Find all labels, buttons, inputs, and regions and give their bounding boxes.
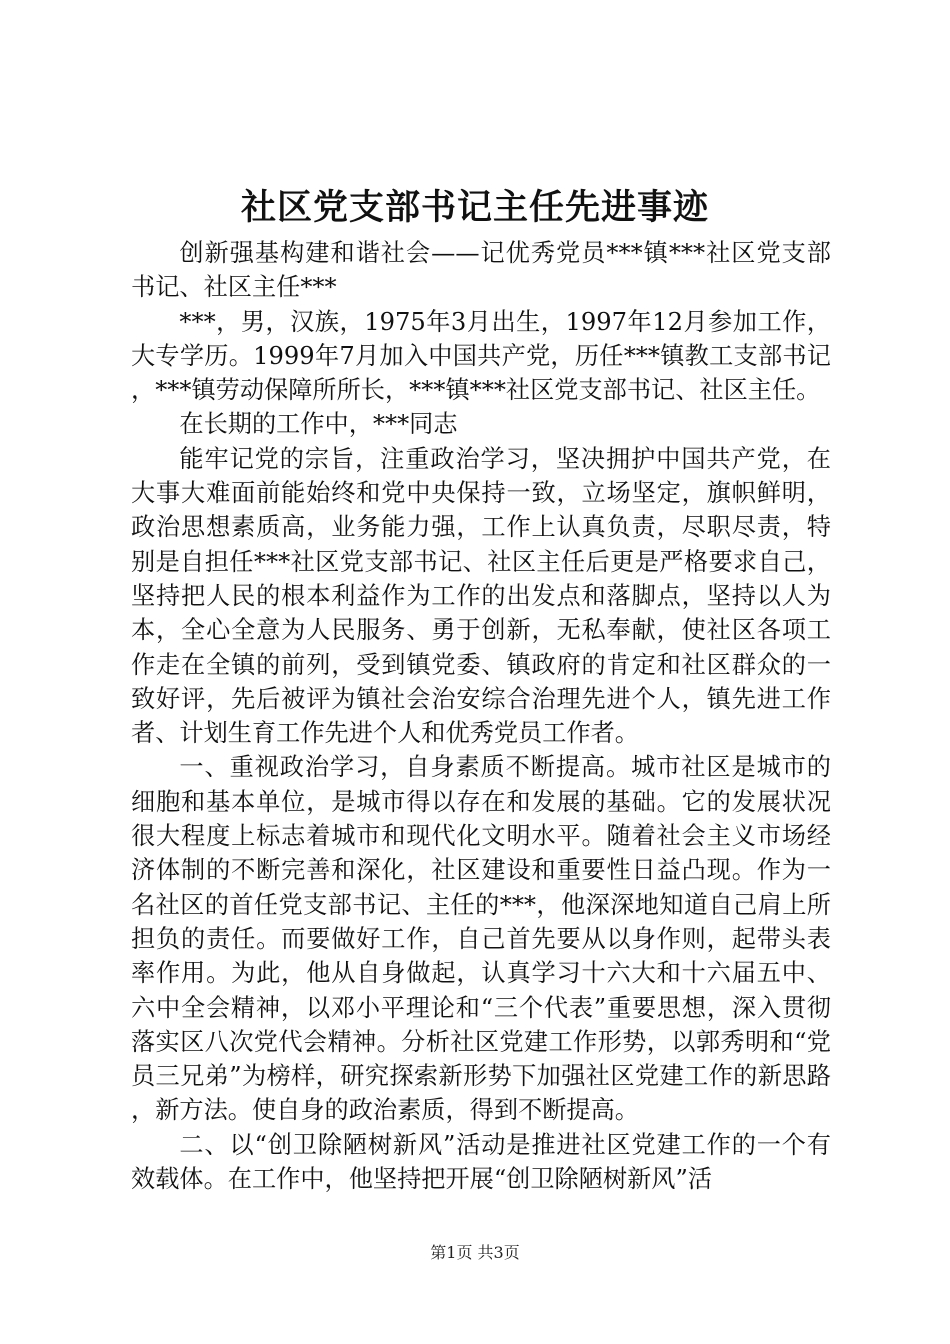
intro-paragraph: 在长期的工作中，***同志 bbox=[179, 410, 458, 439]
page-footer: 第1页 共3页 bbox=[430, 1243, 520, 1262]
summary-paragraph: 能牢记党的宗旨，注重政治学习，坚决拥护中国共产党，在大事大难面前能始终和党中央保持一致，立场坚定，旗帜鲜明，政治思想素质高，业务能力强，工作上认真负责，尽职尽责，特别是自担任***社区党支部书记、社区主任后更是严格要求自己，坚持把人民的根本利益作为工作的出发点和落脚点，坚持以人为本，全心全意为人民服务、勇于创新，无私奉献，使社区各项工作走在全镇的前列，受到镇党委、镇政府的肯定和社区群众的一致好评，先后被评为镇社会治安综合治理先进个人，镇先进工作者、计划生育工作先进个人和优秀党员工作者。 bbox=[131, 444, 831, 748]
section-one-paragraph: 一、重视政治学习，自身素质不断提高。城市社区是城市的细胞和基本单位，是城市得以存在和发展的基础。它的发展状况很大程度上标志着城市和现代化文明水平。随着社会主义市场经济体制的不断完善和深化，社区建设和重要性日益凸现。作为一名社区的首任党支部书记、主任的***，他深深地知道自己肩上所担负的责任。而要做好工作，自己首先要从以身作则，起带头表率作用。为此，他从自身做起，认真学习十六大和十六届五中、六中全会精神，以邓小平理论和“三个代表”重要思想，深入贯彻落实区八次党代会精神。分析社区党建工作形势，以郭秀明和“党员三兄弟”为榜样，研究探索新形势下加强社区党建工作的新思路，新方法。使自身的政治素质，得到不断提高。 bbox=[131, 753, 831, 1125]
document-title: 社区党支部书记主任先进事迹 bbox=[240, 187, 709, 228]
subtitle-paragraph: 创新强基构建和谐社会——记优秀党员***镇***社区党支部书记、社区主任*** bbox=[131, 239, 831, 302]
document-body bbox=[131, 236, 831, 1196]
section-two-paragraph: 二、以“创卫除陋树新风”活动是推进社区党建工作的一个有效载体。在工作中，他坚持把开展“创卫除陋树新风”活 bbox=[131, 1130, 831, 1194]
bio-paragraph: ***，男，汉族，1975年3月出生，1997年12月参加工作，大专学历。1999年7月加入中国共产党，历任***镇教工支部书记，***镇劳动保障所所长，***镇***社区党支部书记、社区主任。 bbox=[131, 307, 831, 405]
